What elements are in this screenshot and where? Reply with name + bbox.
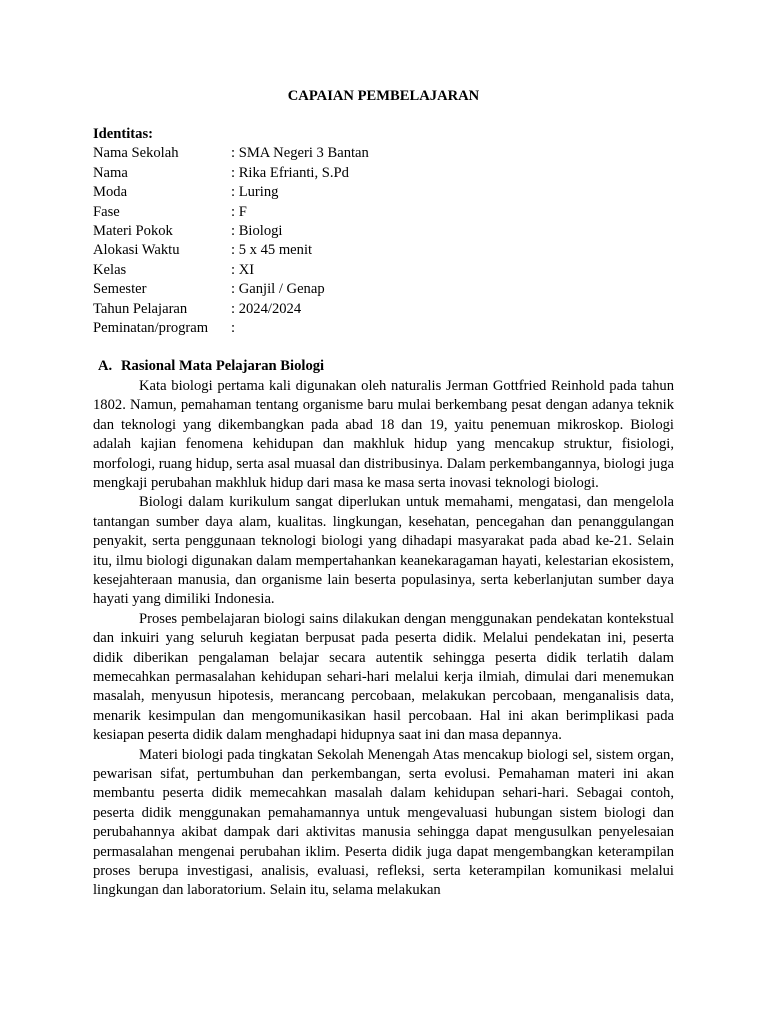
identitas-label: Materi Pokok xyxy=(93,223,173,240)
identitas-label: Kelas xyxy=(93,261,127,278)
identitas-label: Alokasi Waktu xyxy=(93,242,180,259)
page-title: CAPAIAN PEMBELAJARAN xyxy=(287,88,480,104)
identitas-value: : Ganjil / Genap xyxy=(231,281,325,298)
paragraph: Proses pembelajaran biologi sains dilakukan dengan menggunakan pendekatan kontekstual dan inkuiri yang seluruh kegiatan berpusat pada peserta didik. Melalui pendekatan ini, peserta didik diberikan pengalaman belajar secara autentik sehingga peserta didik terlatih dalam memecahkan permasalahan kehidupan sehari-hari melalui kerja ilmiah, dimulai dari menemukan masalah, menyusun hipotesis, merancang percobaan, melakukan percobaan, menganalisis data, menarik kesimpulan dan mengomunikasikan hasil percobaan. Hal ini akan berimplikasi pada kesiapan peserta didik dalam menghadapi hidupnya saat ini dan masa depannya. xyxy=(93,610,674,744)
identitas-value: : XI xyxy=(231,261,255,278)
identitas-value: : xyxy=(231,320,236,337)
identitas-value: : Biologi xyxy=(231,223,283,240)
identitas-row xyxy=(93,319,369,338)
identitas-row xyxy=(93,164,369,183)
identitas-row xyxy=(93,144,369,163)
identitas-row xyxy=(93,300,369,319)
identitas-row xyxy=(93,222,369,241)
identitas-row xyxy=(93,280,369,299)
identitas-value: : 2024/2024 xyxy=(231,300,302,317)
identitas-label: Semester xyxy=(93,281,147,298)
section-heading xyxy=(93,357,674,376)
paragraph: Kata biologi pertama kali digunakan oleh naturalis Jerman Gottfried Reinhold pada tahun 1802. Namun, pemahaman tentang organisme baru mulai berkembang pesat dengan adanya teknik dan teknologi yang dikembangkan pada abad 18 dan 19, yaitu penemuan mikroskop. Biologi adalah kajian fenomena kehidupan dan makhluk hidup yang mencakup struktur, fisiologi, morfologi, ruang hidup, serta asal muasal dan distribusinya. Dalam perkembangannya, biologi juga mengkaji perubahan makhluk hidup dari masa ke masa serta inovasi teknologi biologi. xyxy=(93,377,674,491)
paragraph: Biologi dalam kurikulum sangat diperlukan untuk memahami, mengatasi, dan mengelola tantangan sumber daya alam, kualitas. lingkungan, kesehatan, pencegahan dan penanggulangan penyakit, serta penggunaan teknologi biologi yang dihadapi masyarakat pada abad ke-21. Selain itu, ilmu biologi digunakan dalam mempertahankan keanekaragaman hayati, kelestarian ekosistem, kesejahteraan manusia, dan organisme lain beserta populasinya, serta keberlanjutan sumber daya hayati yang dimiliki Indonesia. xyxy=(93,494,674,608)
identitas-value: : 5 x 45 menit xyxy=(231,242,313,259)
identitas-row xyxy=(93,183,369,202)
section-number: A. xyxy=(98,358,113,375)
document-page xyxy=(93,86,674,901)
identitas-value: : Luring xyxy=(231,184,279,201)
identitas-row xyxy=(93,261,369,280)
identitas-row xyxy=(93,203,369,222)
paragraph: Materi biologi pada tingkatan Sekolah Menengah Atas mencakup biologi sel, sistem organ, pewarisan sifat, pertumbuhan dan perkembangan, serta evolusi. Pemahaman materi ini akan membantu peserta didik memecahkan masalah dalam kehidupan sehari-hari. Sebagai contoh, peserta didik menggunakan pemahamannya untuk mengevaluasi hubungan sistem biologi dan perubahannya akibat dampak dari aktivitas manusia sehingga dapat mengusulkan penyelesaian permasalahan mengenai perubahan iklim. Peserta didik juga dapat mengembangkan keterampilan proses berupa investigasi, analisis, evaluasi, refleksi, serta keterampilan komunikasi melalui lingkungan dan laboratorium. Selain itu, selama melakukan xyxy=(93,746,674,899)
identitas-heading: Identitas: xyxy=(93,126,153,142)
identitas-value: : Rika Efrianti, S.Pd xyxy=(231,164,349,181)
identitas-label: Peminatan/program xyxy=(93,320,209,337)
identitas-value: : SMA Negeri 3 Bantan xyxy=(231,145,369,162)
identitas-label: Fase xyxy=(93,203,120,220)
section-title: Rasional Mata Pelajaran Biologi xyxy=(121,358,325,375)
identitas-label: Tahun Pelajaran xyxy=(93,300,188,317)
identitas-label: Nama Sekolah xyxy=(93,145,179,162)
identitas-label: Moda xyxy=(93,184,128,201)
identitas-table xyxy=(93,144,369,338)
identitas-row xyxy=(93,241,369,260)
identitas-value: : F xyxy=(231,203,247,220)
identitas-label: Nama xyxy=(93,164,128,181)
